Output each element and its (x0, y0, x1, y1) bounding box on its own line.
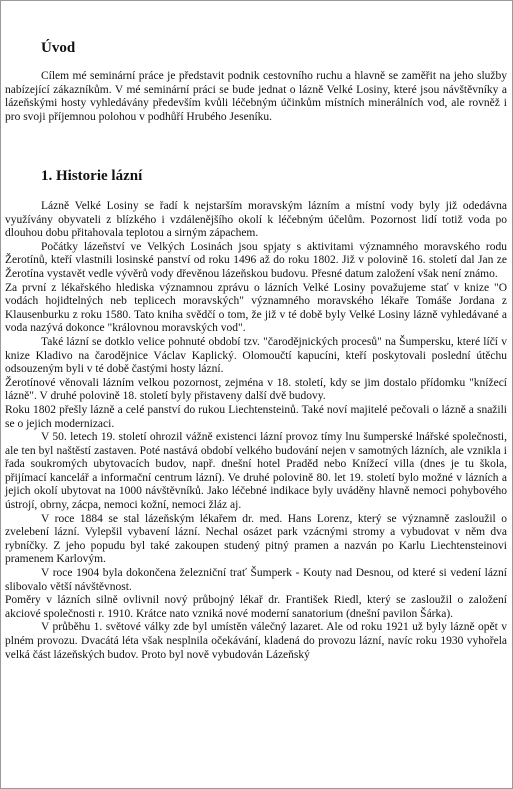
history-paragraph-7: V 50. letech 19. století ohrozil vážně existenci lázní provoz tímy lnu šumperské lnářské společnosti, ale ten byl naštěstí zastaven. Poté nastává období velkého budování nejen v samotných lázních, ale vznikla i řada soukromých ubytovacích budov, např. dnešní hotel Praděd nebo Knížecí villa (dnes je tu škola, přijímací kancelář a informační centrum lázní). Ve druhé polovině 80. let 19. století bylo možné v lázních a jejich okolí ubytovat na 1000 návštěvníků. Jako léčebné indikace byly uváděny hlavně nemoci pohybového ústrojí, obrny, zácpa, nemoci kožní, nemoci žláz aj. (5, 431, 507, 512)
history-paragraph-4: Také lázní se dotklo velice pohnuté období tzv. "čarodějnických procesů" na Šumpersku, které líčí v knize Kladivo na čarodějnice Václav Kaplický. Olomoučtí kapucíni, kteří poskytovali poslední útěchu odsouzeným byli v té době častými hosty lázní. (5, 335, 507, 376)
history-paragraph-1: Lázně Velké Losiny se řadí k nejstarším moravským lázním a místní vody byly již odedávna využívány obyvateli z blízkého i vzdálenějšího okolí k léčebným účelům. Pozornost lidí totiž voda po dlouhou dobu přitahovala teplotou a sirným zápachem. (5, 200, 507, 240)
heading-uvod: Úvod (41, 40, 76, 56)
history-paragraph-3: Za první z lékařského hlediska významnou zprávu o lázních Velké Losiny považujeme stať v knize "O vodách hojidtelných neb teplicech moravských" významného moravského lékaře Tomáše Jordana z Klausenburku z roku 1580. Tato kniha svědčí o tom, že již v té době byly Velké Losiny lázně vyhledávané a voda nazývá dokonce "královnou moravských vod". (5, 281, 507, 335)
heading-historie: 1. Historie lázní (41, 168, 143, 184)
history-paragraph-6: Roku 1802 přešly lázně a celé panství do rukou Liechtensteinů. Také noví majitelé pečovali o lázně a snažili se o jejich modernizaci. (5, 403, 507, 430)
history-paragraph-8: V roce 1884 se stal lázeňským lékařem dr. med. Hans Lorenz, který se významně zasloužil o zvelebení lázní. Vylepšil vybavení lázní. Nechal osázet park vzácnými stromy a vybudovat v něm dva rybníčky. Z jeho popudu byl také zakoupen studený pitný pramen a nazván po Karlu Liechtensteinovi pramenem Karlovým. (5, 512, 507, 566)
intro-paragraph: Cílem mé seminární práce je představit podnik cestovního ruchu a hlavně se zaměřit na jeho služby nabízející zákazníkům. V mé seminární práci se bude jednat o lázně Velké Losiny, které jsou návštěvníky a lázeňskými hosty vyhledávány především kvůli léčebným účinkům místních minerálních vod, ale rovněž i pro svoji příjemnou polohou v podhůří Hrubého Jeseníku. (5, 70, 507, 123)
history-paragraph-10: Poměry v lázních silně ovlivnil nový průbojný lékař dr. František Riedl, který se zasloužil o založení akciové společnosti r. 1910. Krátce nato vzniká nové moderní sanatorium (dnešní pavilon Šárka). (5, 594, 507, 620)
intro-section (5, 70, 507, 124)
history-paragraph-11: V průběhu 1. světové války zde byl umístěn válečný lazaret. Ale od roku 1921 už byly lázně opět v plném provozu. Dvacátá léta však nesplnila očekávání, kladená do provozu lázní, navíc roku 1930 vyhořela velká část lázeňských budov. Proto byl nově vybudován Lázeňský (5, 621, 507, 661)
history-paragraph-5: Žerotínové věnovali lázním velkou pozornost, zejména v 18. století, kdy se jim dostalo přídomku "knížecí lázně". V druhé polovině 18. století byly přistaveny další dvě budovy. (5, 376, 507, 403)
history-paragraph-9: V roce 1904 byla dokončena železniční trať Šumperk - Kouty nad Desnou, od které si vedení lázní slibovalo větší návštěvnost. (5, 567, 507, 593)
history-paragraph-2: Počátky lázeňství ve Velkých Losinách jsou spjaty s aktivitami významného moravského rodu Žerotínů, kteří vlastnili losinské panství od roku 1496 až do roku 1802. Již v polovině 16. století dal Jan ze Žerotína vystavět vedle vývěrů vody dřevěnou lázeňskou budovu. Přesné datum založení však není známo. (5, 240, 507, 280)
history-section (5, 200, 507, 662)
